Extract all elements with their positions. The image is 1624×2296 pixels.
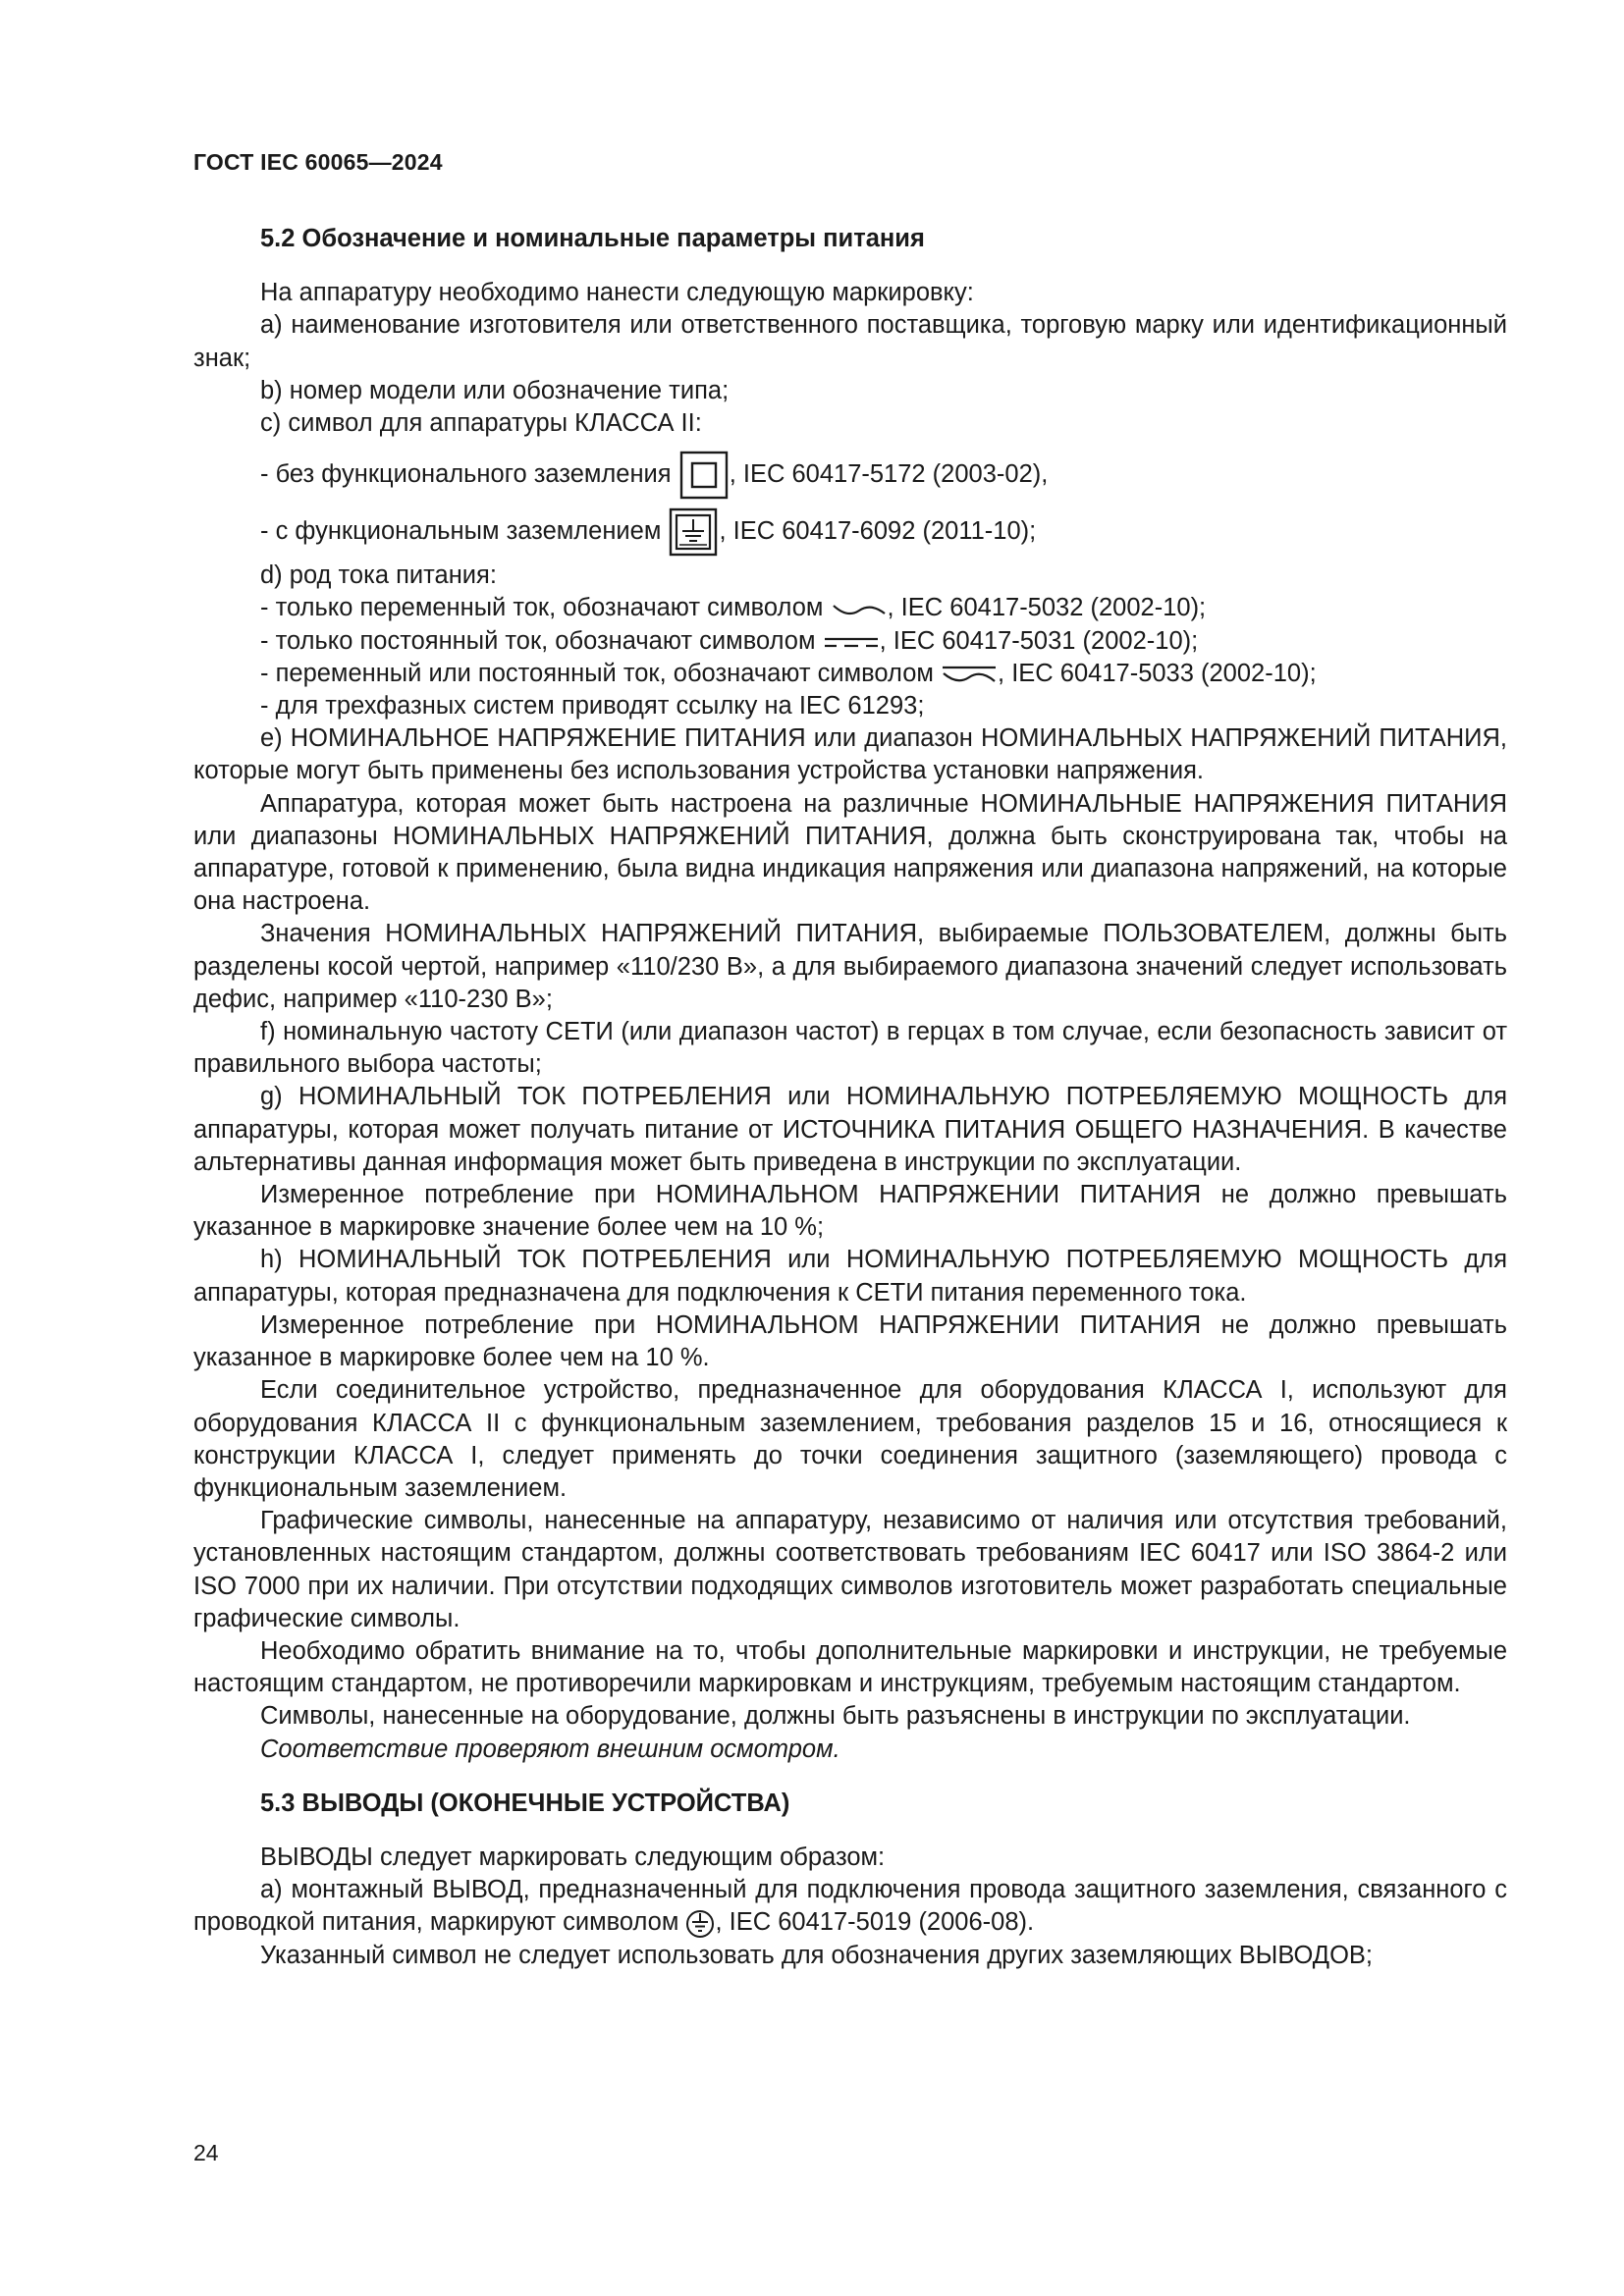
ac-dc-line (193, 658, 1507, 690)
paragraph-symbols-explained: Символы, нанесенные на оборудование, должны быть разъяснены в инструкции по эксплуатации. (260, 1702, 1411, 1731)
list-item-f: f) номинальную частоту СЕТИ (или диапазон частот) в герцах в том случае, если безопасность зависит от правильного выбора частоты; (193, 1018, 1507, 1079)
list-item-h: h) НОМИНАЛЬНЫЙ ТОК ПОТРЕБЛЕНИЯ или НОМИНАЛЬНУЮ ПОТРЕБЛЯЕМУЮ МОЩНОСТЬ для аппаратуры, которая предназначена для подключения к СЕТИ питания переменного тока. (193, 1246, 1507, 1307)
class-ii-fe-ref: , IEC 60417-6092 (2011-10); (719, 517, 1037, 546)
list-item-b: b) номер модели или обозначение типа; (260, 376, 730, 404)
class-ii-no-fe-ref: , IEC 60417-5172 (2003-02), (729, 460, 1049, 489)
ac-dc-current-icon (941, 664, 998, 685)
paragraph-voltage-values: Значения НОМИНАЛЬНЫХ НАПРЯЖЕНИЙ ПИТАНИЯ, выбираемые ПОЛЬЗОВАТЕЛЕМ, должны быть разделены косой чертой, например «110/230 В», а для выбираемого диапазона значений следует использовать дефис, например «110-230 В»; (193, 920, 1507, 1013)
list-item-a: a) наименование изготовителя или ответственного поставщика, торговую марку или идентификационный знак; (193, 311, 1507, 372)
terminal-item-a-ref: , IEC 60417-5019 (2006-08). (715, 1908, 1035, 1937)
document-id: ГОСТ IEC 60065—2024 (193, 149, 443, 175)
paragraph-voltage-setting: Аппаратура, которая может быть настроена на различные НОМИНАЛЬНЫЕ НАПРЯЖЕНИЯ ПИТАНИЯ или диапазоны НОМИНАЛЬНЫХ НАПРЯЖЕНИЙ ПИТАНИЯ, должна быть сконструирована так, чтобы на аппаратуре, готовой к применению, была видна индикация напряжения или диапазона напряжений, на которые она настроена. (193, 789, 1507, 916)
paragraph-attention: Необходимо обратить внимание на то, чтобы дополнительные маркировки и инструкции, не требуемые настоящим стандартом, не противоречили маркировкам и инструкциям, требуемым настоящим стандартом. (193, 1636, 1507, 1698)
class-ii-no-fe-label: - без функционального заземления (260, 460, 672, 489)
protective-earth-icon (685, 1909, 715, 1939)
class-ii-no-fe-line (193, 446, 1507, 503)
list-item-c: c) символ для аппаратуры КЛАССА II: (260, 409, 702, 438)
ac-only-label: - только переменный ток, обозначают символом (260, 594, 824, 622)
paragraph-intro: На аппаратуру необходимо нанести следующую маркировку: (260, 279, 974, 307)
paragraph-consumption-g: Измеренное потребление при НОМИНАЛЬНОМ НАПРЯЖЕНИИ ПИТАНИЯ не должно превышать указанное в маркировке значение более чем на 10 %; (193, 1181, 1507, 1242)
paragraph-consumption-h: Измеренное потребление при НОМИНАЛЬНОМ НАПРЯЖЕНИИ ПИТАНИЯ не должно превышать указанное в маркировке более чем на 10 %. (193, 1310, 1507, 1372)
ac-only-ref: , IEC 60417-5032 (2002-10); (887, 594, 1207, 622)
terminal-item-a-text: a) монтажный ВЫВОД, предназначенный для подключения провода защитного заземления, связанного с проводкой питания, маркируют символом (193, 1876, 1507, 1937)
list-item-g: g) НОМИНАЛЬНЫЙ ТОК ПОТРЕБЛЕНИЯ или НОМИНАЛЬНУЮ ПОТРЕБЛЯЕМУЮ МОЩНОСТЬ для аппаратуры, которая может получать питание от ИСТОЧНИКА ПИТАНИЯ ОБЩЕГО НАЗНАЧЕНИЯ. В качестве альтернативы данная информация может быть приведена в инструкции по эксплуатации. (193, 1083, 1507, 1176)
class-ii-fe-line (193, 503, 1507, 560)
alternating-current-icon (831, 601, 888, 618)
class-ii-functional-earth-icon (668, 507, 719, 558)
paragraph-connector: Если соединительное устройство, предназначенное для оборудования КЛАССА I, используют для оборудования КЛАССА II с функциональным заземлением, требования разделов 15 и 16, относящиеся к конструкции КЛАССА I, следует применять до точки соединения защитного (заземляющего) провода с функциональным заземлением. (193, 1376, 1507, 1502)
three-phase-line: - для трехфазных систем приводят ссылку на IEC 61293; (260, 692, 925, 721)
class-ii-symbol-icon (678, 450, 730, 501)
section-5-2-heading: 5.2 Обозначение и номинальные параметры питания (260, 225, 925, 252)
paragraph-terminals-intro: ВЫВОДЫ следует маркировать следующим образом: (260, 1842, 886, 1871)
list-item-e: e) НОМИНАЛЬНОЕ НАПРЯЖЕНИЕ ПИТАНИЯ или диапазон НОМИНАЛЬНЫХ НАПРЯЖЕНИЙ ПИТАНИЯ, которые могут быть применены без использования устройства установки напряжения. (193, 724, 1507, 785)
dc-only-line (193, 625, 1507, 658)
dc-only-ref: , IEC 60417-5031 (2002-10); (879, 626, 1199, 655)
ac-only-line (193, 592, 1507, 624)
class-ii-fe-label: - с функциональным заземлением (260, 517, 662, 546)
dc-only-label: - только постоянный ток, обозначают символом (260, 626, 816, 655)
document-body (193, 223, 1507, 1972)
page-number: 24 (193, 2140, 219, 2165)
ac-dc-label: - переменный или постоянный ток, обозначают символом (260, 659, 934, 687)
compliance-check: Соответствие проверяют внешним осмотром. (260, 1735, 840, 1763)
terminal-item-a (193, 1874, 1507, 1939)
paragraph-terminal-note: Указанный символ не следует использовать для обозначения других заземляющих ВЫВОДОВ; (260, 1941, 1373, 1969)
paragraph-graphic-symbols: Графические символы, нанесенные на аппаратуру, независимо от наличия или отсутствия требований, установленных настоящим стандартом, должны соответствовать требованиям IEC 60417 или ISO 3864-2 или ISO 7000 при их наличии. При отсутствии подходящих символов изготовитель может разработать специальные графические символы. (193, 1507, 1507, 1632)
direct-current-icon (823, 633, 880, 651)
list-item-d: d) род тока питания: (260, 561, 497, 590)
ac-dc-ref: , IEC 60417-5033 (2002-10); (998, 659, 1317, 687)
section-5-3-heading: 5.3 ВЫВОДЫ (ОКОНЕЧНЫЕ УСТРОЙСТВА) (260, 1789, 790, 1817)
